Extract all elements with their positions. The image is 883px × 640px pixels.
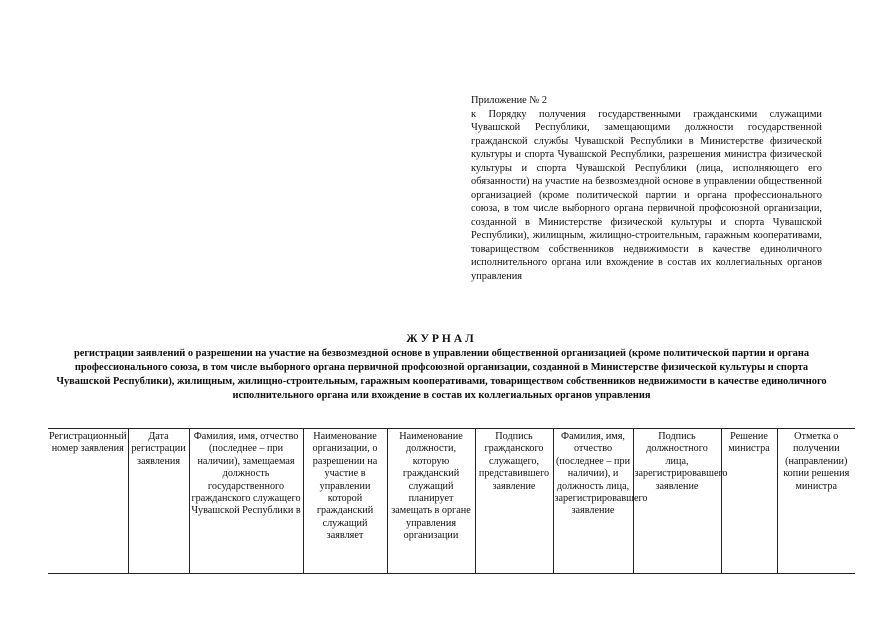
journal-subtitle: регистрации заявлений о разрешении на участие на безвозмездной основе в управлении общественной организацией (кроме политической партии и органа профессионального союза, в том числе выборного органа первичной профсоюзной организации, созданной в Министерстве физической культуры и спорта Чувашской Республики), жилищным, жилищно-строительным, гаражным кооперативами, товариществом собственников недвижимости в качестве единоличного исполнительного органа или вхождение в состав их коллегиальных органов управления xyxy=(56,348,827,401)
table-bottom-rule xyxy=(48,573,855,574)
journal-title: ЖУРНАЛ xyxy=(406,333,477,345)
header-cell-registration-number: Регистрационный номер заявления xyxy=(48,428,128,573)
header-cell-employee-name: Фамилия, имя, отчество (последнее – при наличии), замещаемая должность государственного гражданского служащего Чувашской Республики в xyxy=(189,428,303,573)
table-header-row xyxy=(48,428,855,573)
journal-heading xyxy=(40,331,843,403)
journal-table xyxy=(48,428,855,573)
header-cell-receipt-mark: Отметка о получении (направлении) копии решения министра xyxy=(777,428,855,573)
header-cell-position-name: Наименование должности, которую гражданский служащий планирует замещать в органе управления организации xyxy=(387,428,475,573)
header-cell-employee-signature: Подпись гражданского служащего, представившего заявление xyxy=(475,428,553,573)
appendix-title: Приложение № 2 xyxy=(471,95,548,106)
header-cell-registrar-signature: Подпись должностного лица, зарегистрировавшего заявление xyxy=(633,428,721,573)
header-cell-organization-name: Наименование организации, о разрешении на участие в управлении которой гражданский служащий заявляет xyxy=(303,428,387,573)
header-cell-registration-date: Дата регистрации заявления xyxy=(128,428,189,573)
header-cell-minister-decision: Решение министра xyxy=(721,428,777,573)
appendix-text: к Порядку получения государственными гражданскими служащими Чувашской Республики, замещающими должности государственной гражданской службы Чувашской Республики в Министерстве физической культуры и спорта Чувашской Республики, разрешения министра физической культуры и спорта Чувашской Республики (лица, исполняющего его обязанности) на участие на безвозмездной основе в управлении общественной организацией (кроме политической партии и органа профессионального союза, в том числе выборного органа первичной профсоюзной организации, созданной в Министерстве физической культуры и спорта Чувашской Республики), жилищным, жилищно-строительным, гаражным кооперативами, товариществом собственников недвижимости в качестве единоличного исполнительного органа или вхождение в состав их коллегиальных органов управления xyxy=(471,108,822,282)
header-cell-registrar-name: Фамилия, имя, отчество (последнее – при наличии), и должность лица, зарегистрировавшего заявление xyxy=(553,428,633,573)
appendix-block xyxy=(471,94,822,283)
